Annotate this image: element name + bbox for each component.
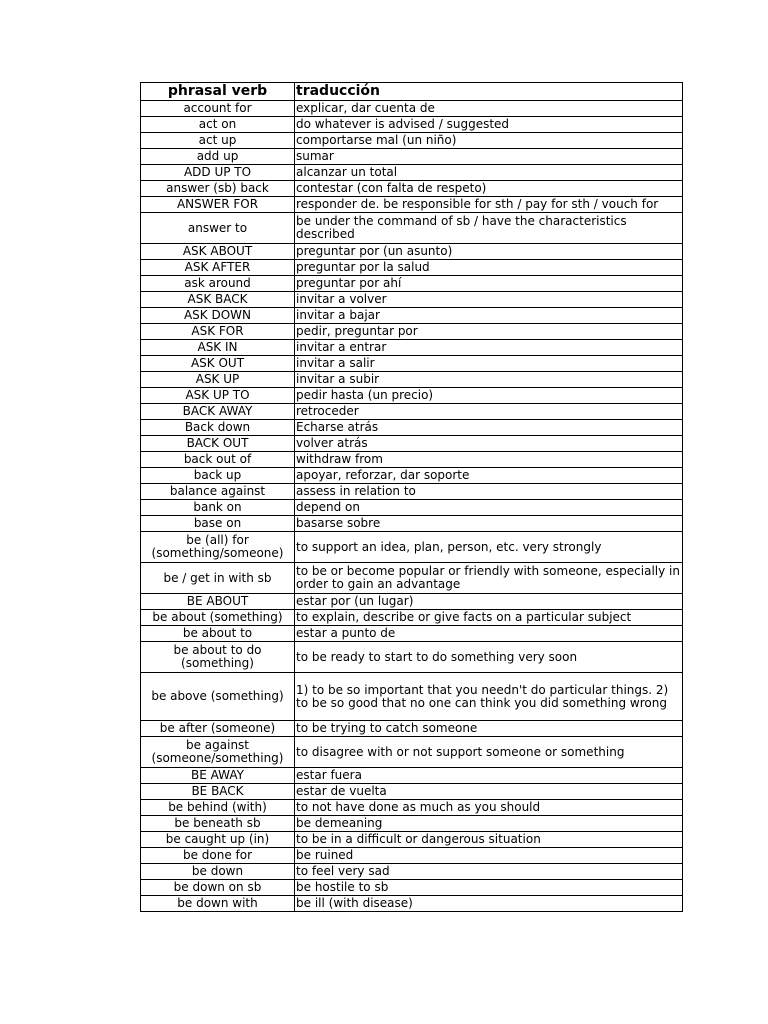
table-row [141, 292, 683, 308]
translation-cell: estar fuera [295, 768, 683, 784]
phrasal-verb-cell: be behind (with) [141, 800, 295, 816]
translation-cell: volver atrás [295, 436, 683, 452]
phrasal-verb-cell: back out of [141, 452, 295, 468]
table-row [141, 880, 683, 896]
translation-cell: do whatever is advised / suggested [295, 117, 683, 133]
table-row [141, 197, 683, 213]
table-row [141, 642, 683, 673]
table-row [141, 101, 683, 117]
table-row [141, 213, 683, 244]
translation-cell: estar a punto de [295, 626, 683, 642]
table-row [141, 848, 683, 864]
table-row [141, 768, 683, 784]
translation-cell: be hostile to sb [295, 880, 683, 896]
phrasal-verb-cell: BE BACK [141, 784, 295, 800]
phrasal-verb-cell: ANSWER FOR [141, 197, 295, 213]
phrasal-verb-cell: ASK OUT [141, 356, 295, 372]
translation-cell: invitar a subir [295, 372, 683, 388]
table-row [141, 484, 683, 500]
translation-cell: to be trying to catch someone [295, 721, 683, 737]
table-row [141, 594, 683, 610]
translation-cell: estar de vuelta [295, 784, 683, 800]
phrasal-verb-cell: be / get in with sb [141, 563, 295, 594]
translation-cell: explicar, dar cuenta de [295, 101, 683, 117]
table-row [141, 864, 683, 880]
table-row [141, 276, 683, 292]
translation-cell: withdraw from [295, 452, 683, 468]
translation-cell: invitar a entrar [295, 340, 683, 356]
translation-cell: Echarse atrás [295, 420, 683, 436]
phrasal-verb-cell: be after (someone) [141, 721, 295, 737]
table-row [141, 324, 683, 340]
table-row [141, 308, 683, 324]
table-row [141, 737, 683, 768]
table-row [141, 721, 683, 737]
translation-cell: estar por (un lugar) [295, 594, 683, 610]
phrasal-verb-cell: ASK IN [141, 340, 295, 356]
translation-cell: assess in relation to [295, 484, 683, 500]
table-row [141, 117, 683, 133]
phrasal-verb-cell: be beneath sb [141, 816, 295, 832]
table-row [141, 356, 683, 372]
table-row [141, 832, 683, 848]
table-row [141, 404, 683, 420]
phrasal-verb-cell: base on [141, 516, 295, 532]
table-row [141, 260, 683, 276]
translation-cell: preguntar por (un asunto) [295, 244, 683, 260]
header-translation: traducción [295, 83, 683, 101]
phrasal-verb-cell: ask around [141, 276, 295, 292]
phrasal-verb-cell: be down with [141, 896, 295, 912]
table-row [141, 896, 683, 912]
translation-cell: invitar a bajar [295, 308, 683, 324]
translation-cell: comportarse mal (un niño) [295, 133, 683, 149]
translation-cell: to be or become popular or friendly with someone, especially in order to gain an advantage [295, 563, 683, 594]
phrasal-verb-cell: answer to [141, 213, 295, 244]
table-row [141, 388, 683, 404]
phrasal-verb-cell: be caught up (in) [141, 832, 295, 848]
translation-cell: to be ready to start to do something very soon [295, 642, 683, 673]
translation-cell: to support an idea, plan, person, etc. very strongly [295, 532, 683, 563]
table-row [141, 532, 683, 563]
translation-cell: 1) to be so important that you needn't do particular things. 2) to be so good that no one can think you did something wrong [295, 673, 683, 721]
table-row [141, 420, 683, 436]
phrasal-verb-table [140, 82, 683, 912]
translation-cell: invitar a salir [295, 356, 683, 372]
translation-cell: invitar a volver [295, 292, 683, 308]
table-row [141, 516, 683, 532]
phrasal-verb-cell: add up [141, 149, 295, 165]
translation-cell: sumar [295, 149, 683, 165]
phrasal-verb-cell: answer (sb) back [141, 181, 295, 197]
phrasal-verb-cell: act on [141, 117, 295, 133]
translation-cell: pedir, preguntar por [295, 324, 683, 340]
translation-cell: to explain, describe or give facts on a particular subject [295, 610, 683, 626]
table-row [141, 626, 683, 642]
phrasal-verb-cell: ADD UP TO [141, 165, 295, 181]
translation-cell: pedir hasta (un precio) [295, 388, 683, 404]
translation-cell: to be in a difficult or dangerous situation [295, 832, 683, 848]
translation-cell: depend on [295, 500, 683, 516]
phrasal-verb-cell: bank on [141, 500, 295, 516]
phrasal-verb-cell: ASK UP [141, 372, 295, 388]
phrasal-verb-cell: Back down [141, 420, 295, 436]
translation-cell: to disagree with or not support someone or something [295, 737, 683, 768]
table-row [141, 500, 683, 516]
phrasal-verb-cell: be about to [141, 626, 295, 642]
phrasal-verb-cell: be (all) for (something/someone) [141, 532, 295, 563]
translation-cell: to not have done as much as you should [295, 800, 683, 816]
table-row [141, 181, 683, 197]
translation-cell: apoyar, reforzar, dar soporte [295, 468, 683, 484]
header-phrasal-verb: phrasal verb [141, 83, 295, 101]
phrasal-verb-cell: ASK FOR [141, 324, 295, 340]
table-row [141, 244, 683, 260]
translation-cell: preguntar por la salud [295, 260, 683, 276]
phrasal-verb-cell: act up [141, 133, 295, 149]
table-row [141, 372, 683, 388]
translation-cell: contestar (con falta de respeto) [295, 181, 683, 197]
phrasal-verb-cell: ASK BACK [141, 292, 295, 308]
table-row [141, 673, 683, 721]
table-row [141, 610, 683, 626]
table-row [141, 340, 683, 356]
table-row [141, 563, 683, 594]
translation-cell: be under the command of sb / have the characteristics described [295, 213, 683, 244]
table-row [141, 800, 683, 816]
phrasal-verb-cell: be down on sb [141, 880, 295, 896]
table-row [141, 149, 683, 165]
translation-cell: retroceder [295, 404, 683, 420]
table-body [141, 101, 683, 912]
phrasal-verb-cell: be done for [141, 848, 295, 864]
table-row [141, 165, 683, 181]
translation-cell: be ruined [295, 848, 683, 864]
translation-cell: basarse sobre [295, 516, 683, 532]
translation-cell: preguntar por ahí [295, 276, 683, 292]
translation-cell: alcanzar un total [295, 165, 683, 181]
table-row [141, 436, 683, 452]
translation-cell: to feel very sad [295, 864, 683, 880]
phrasal-verb-cell: be above (something) [141, 673, 295, 721]
translation-cell: responder de. be responsible for sth / pay for sth / vouch for [295, 197, 683, 213]
phrasal-verb-cell: back up [141, 468, 295, 484]
table-row [141, 133, 683, 149]
table-header-row [141, 83, 683, 101]
translation-cell: be demeaning [295, 816, 683, 832]
table-row [141, 816, 683, 832]
phrasal-verb-cell: be down [141, 864, 295, 880]
phrasal-verb-cell: be about to do (something) [141, 642, 295, 673]
table-row [141, 468, 683, 484]
translation-cell: be ill (with disease) [295, 896, 683, 912]
phrasal-verb-cell: BE AWAY [141, 768, 295, 784]
phrasal-verb-cell: BE ABOUT [141, 594, 295, 610]
phrasal-verb-cell: BACK AWAY [141, 404, 295, 420]
phrasal-verb-cell: balance against [141, 484, 295, 500]
table-row [141, 452, 683, 468]
phrasal-verb-cell: ASK ABOUT [141, 244, 295, 260]
table-row [141, 784, 683, 800]
phrasal-verb-cell: be about (something) [141, 610, 295, 626]
phrasal-verb-cell: be against (someone/something) [141, 737, 295, 768]
phrasal-verb-cell: ASK UP TO [141, 388, 295, 404]
phrasal-verb-cell: account for [141, 101, 295, 117]
phrasal-verb-cell: BACK OUT [141, 436, 295, 452]
phrasal-verb-cell: ASK DOWN [141, 308, 295, 324]
phrasal-verb-cell: ASK AFTER [141, 260, 295, 276]
